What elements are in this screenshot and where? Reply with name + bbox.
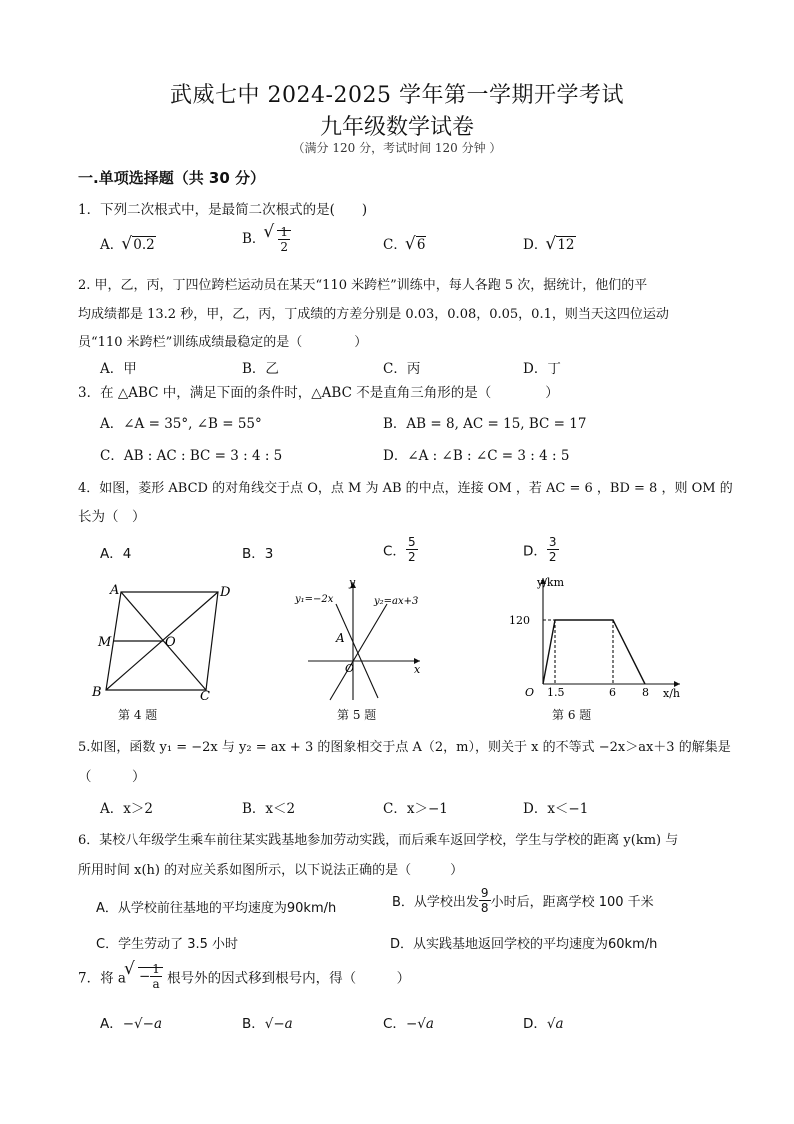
q1-option-b: B． √ $\frac{1}{2}$ — [242, 225, 291, 254]
q4-option-c: C． $\frac{5}{2}$ — [383, 535, 416, 564]
distance-curve — [543, 620, 645, 684]
figure-4-rhombus — [88, 580, 248, 705]
line-y1 — [336, 604, 378, 698]
q2-option-c: C．丙 — [383, 361, 421, 377]
axis-y-label: y/km — [537, 576, 565, 589]
line-y1-label: y₁=−2x — [295, 594, 334, 605]
origin-label: O — [345, 662, 355, 675]
q4-line2: 长为（ ） — [78, 509, 146, 525]
q1-option-d: D．√ 12 — [523, 233, 576, 253]
section-heading: 一.单项选择题（共 30 分） — [78, 169, 266, 187]
point-a-label: A — [336, 631, 345, 645]
q5-option-b: B．x＜2 — [242, 801, 296, 817]
label-o: O — [165, 635, 176, 650]
label-a: A — [110, 583, 120, 598]
q7-option-a: A．−√−a — [100, 1016, 163, 1032]
line-y2-label: y₂=ax+3 — [374, 596, 419, 607]
q3-option-b: B．AB = 8, AC = 15, BC = 17 — [383, 416, 587, 432]
q4-line1: 4．如图，菱形 ABCD 的对角线交于点 O，点 M 为 AB 的中点，连接 OM ，若 AC = 6 ，BD = 8 ，则 OM 的 — [78, 481, 733, 496]
q4-option-a: A．4 — [100, 546, 132, 562]
q7-option-d: D．√a — [523, 1016, 564, 1032]
q2-option-b: B．乙 — [242, 361, 279, 377]
q5-option-c: C．x＞−1 — [383, 801, 448, 817]
exam-info: （满分 120 分，考试时间 120 分钟 ） — [292, 141, 502, 155]
q2-line2: 均成绩都是 13.2 秒，甲，乙，丙，丁成绩的方差分别是 0.03，0.08，0.05，0.1，则当天这四位运动 — [78, 307, 669, 322]
q3-option-c: C．AB : AC : BC = 3 : 4 : 5 — [100, 448, 283, 464]
q7-stem: 7．将 a√ − $\frac{1}{a}$ 根号外的因式移到根号内，得（ ） — [78, 962, 410, 991]
label-b: B — [92, 685, 102, 700]
label-c: C — [200, 689, 210, 704]
tick-8: 8 — [642, 686, 649, 699]
q5-option-d: D．x＜−1 — [523, 801, 589, 817]
figure-5-caption: 第 5 题 — [337, 708, 377, 722]
axis-y-label: y — [349, 576, 356, 589]
q6-option-a: A．从学校前往基地的平均速度为90km/h — [96, 901, 337, 916]
label-d: D — [220, 585, 231, 600]
q2-line1: 2. 甲，乙，丙，丁四位跨栏运动员在某天“110 米跨栏”训练中，每人各跑 5 次，据统计，他们的平 — [78, 278, 648, 293]
q2-option-d: D．丁 — [523, 361, 561, 377]
exam-subject-title: 九年级数学试卷 — [319, 115, 474, 140]
q3-stem: 3．在 △ABC 中，满足下面的条件时，△ABC 不是直角三角形的是（ ） — [78, 385, 559, 401]
figure-5-graph — [292, 574, 432, 704]
line-y2 — [330, 604, 387, 700]
tick-120: 120 — [509, 614, 530, 627]
q4-option-b: B．3 — [242, 546, 274, 562]
q6-option-b: B．从学校出发 $\frac{9}{8}$ 小时后，距离学校 100 千米 — [392, 886, 654, 915]
origin-label: O — [525, 686, 535, 699]
label-m: M — [98, 635, 112, 650]
axis-x-label: x — [414, 663, 421, 676]
q1-stem: 1．下列二次根式中，是最简二次根式的是( ) — [78, 202, 368, 218]
q7-option-b: B．√−a — [242, 1016, 293, 1032]
tick-1-5: 1.5 — [547, 686, 565, 699]
figure-6-caption: 第 6 题 — [552, 708, 592, 722]
q1-option-a: A．√ 0.2 — [100, 233, 156, 253]
q6-option-c: C．学生劳动了 3.5 小时 — [96, 937, 239, 952]
figure-4-caption: 第 4 题 — [118, 708, 158, 722]
q6-line1: 6．某校八年级学生乘车前往某实践基地参加劳动实践，而后乘车返回学校，学生与学校的距离 y(km) 与 — [78, 833, 679, 848]
q5-line2: （ ） — [78, 769, 146, 785]
q5-line1: 5.如图，函数 y₁ = −2x 与 y₂ = ax + 3 的图象相交于点 A（2，m），则关于 x 的不等式 −2x＞ax＋3 的解集是 — [78, 740, 731, 755]
q1-option-c: C．√ 6 — [383, 233, 426, 253]
q4-option-d: D． $\frac{3}{2}$ — [523, 535, 557, 564]
q2-line3: 员“110 米跨栏”训练成绩最稳定的是（ ） — [78, 335, 368, 350]
q5-option-a: A．x＞2 — [100, 801, 153, 817]
q7-option-c: C．−√a — [383, 1016, 434, 1032]
q3-option-a: A．∠A = 35°, ∠B = 55° — [100, 416, 262, 432]
exam-title: 武威七中 2024-2025 学年第一学期开学考试 — [170, 83, 624, 108]
figure-6-graph — [505, 572, 685, 702]
q2-option-a: A．甲 — [100, 361, 137, 377]
tick-6: 6 — [609, 686, 616, 699]
q6-option-d: D．从实践基地返回学校的平均速度为60km/h — [390, 937, 658, 952]
q3-option-d: D．∠A : ∠B : ∠C = 3 : 4 : 5 — [383, 448, 570, 464]
q6-line2: 所用时间 x(h) 的对应关系如图所示，以下说法正确的是（ ） — [78, 863, 464, 878]
axis-x-label: x/h — [663, 687, 680, 700]
